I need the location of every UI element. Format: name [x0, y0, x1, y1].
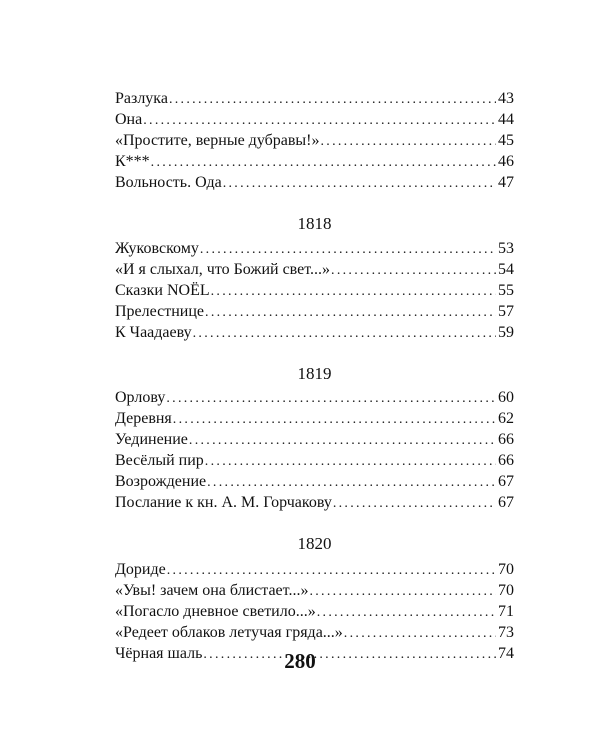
toc-section-1817	[115, 88, 514, 193]
toc-entry-title: Вольность. Ода	[115, 174, 222, 191]
toc-entry-page: 46	[498, 153, 514, 170]
toc-entry	[115, 580, 514, 601]
toc-entry	[115, 450, 514, 471]
toc-entry-title: Она	[115, 111, 143, 128]
toc-entry-title: Возрождение	[115, 473, 207, 490]
page-number: 280	[284, 649, 316, 673]
toc-entry-title: Послание к кн. А. М. Горчакову	[115, 494, 332, 511]
toc-entry-title: «Редеет облаков летучая гряда...»	[115, 624, 343, 641]
dot-leader	[173, 409, 496, 430]
toc-entry-title: «Погасло дневное светило...»	[115, 603, 316, 620]
toc-entry	[115, 622, 514, 643]
toc-section-1818	[115, 213, 514, 343]
toc-entry-title: К***	[115, 153, 150, 170]
table-of-contents	[115, 88, 514, 664]
toc-entry-page: 47	[498, 174, 514, 191]
dot-leader	[193, 323, 496, 344]
toc-entry	[115, 322, 514, 343]
toc-entry	[115, 408, 514, 429]
toc-entry-page: 53	[498, 240, 514, 257]
toc-entry-page: 54	[498, 261, 514, 278]
toc-entry	[115, 238, 514, 259]
dot-leader	[189, 430, 496, 451]
toc-entry-title: К Чаадаеву	[115, 324, 192, 341]
toc-entry	[115, 259, 514, 280]
toc-entry-page: 60	[498, 389, 514, 406]
section-year-heading: 1820	[297, 534, 332, 553]
toc-entry-title: Разлука	[115, 90, 168, 107]
toc-entry-title: Жуковскому	[115, 240, 199, 257]
toc-entry-title: Весёлый пир	[115, 452, 204, 469]
toc-entry-title: Сказки NOЁL	[115, 282, 210, 299]
toc-entry-page: 62	[498, 410, 514, 427]
toc-entry-title: Чёрная шаль	[115, 645, 203, 662]
toc-entry	[115, 151, 514, 172]
dot-leader	[317, 602, 496, 623]
toc-entry-page: 70	[498, 582, 514, 599]
toc-entry	[115, 280, 514, 301]
toc-entry	[115, 387, 514, 408]
toc-entry	[115, 492, 514, 513]
toc-entry-page: 43	[498, 90, 514, 107]
dot-leader	[205, 451, 496, 472]
toc-entry-title: Орлову	[115, 389, 166, 406]
section-year-heading: 1818	[297, 214, 332, 233]
toc-entry	[115, 88, 514, 109]
toc-entry	[115, 429, 514, 450]
dot-leader	[167, 560, 496, 581]
toc-entry-title: Дориде	[115, 561, 166, 578]
dot-leader	[151, 152, 496, 173]
toc-entry-page: 67	[498, 494, 514, 511]
toc-entry-title: Прелестнице	[115, 303, 205, 320]
dot-leader	[309, 581, 496, 602]
toc-entry-page: 74	[498, 645, 514, 662]
toc-entry	[115, 559, 514, 580]
toc-entry	[115, 130, 514, 151]
toc-entry-title: Уединение	[115, 431, 188, 448]
toc-entry-title: Деревня	[115, 410, 172, 427]
toc-entry-page: 45	[498, 132, 514, 149]
toc-entry-page: 44	[498, 111, 514, 128]
toc-entry-page: 66	[498, 452, 514, 469]
toc-entry-title: «Увы! зачем она блистает...»	[115, 582, 309, 599]
toc-entry-page: 55	[498, 282, 514, 299]
dot-leader	[344, 623, 496, 644]
toc-entry	[115, 172, 514, 193]
dot-leader	[205, 302, 496, 323]
dot-leader	[143, 110, 496, 131]
toc-entry-page: 71	[498, 603, 514, 620]
toc-entry-page: 57	[498, 303, 514, 320]
toc-entry-page: 66	[498, 431, 514, 448]
dot-leader	[223, 173, 496, 194]
toc-section-1819	[115, 363, 514, 513]
dot-leader	[331, 260, 496, 281]
toc-entry	[115, 471, 514, 492]
toc-entry-title: «Простите, верные дубравы!»	[115, 132, 320, 149]
dot-leader	[166, 388, 496, 409]
toc-entry-page: 59	[498, 324, 514, 341]
toc-entry-page: 67	[498, 473, 514, 490]
toc-section-1820	[115, 533, 514, 664]
toc-entry-page: 73	[498, 624, 514, 641]
dot-leader	[211, 281, 496, 302]
toc-entry-title: «И я слыхал, что Божий свет...»	[115, 261, 331, 278]
dot-leader	[169, 89, 496, 110]
dot-leader	[200, 239, 496, 260]
section-year-heading: 1819	[297, 364, 332, 383]
dot-leader	[320, 131, 496, 152]
toc-entry-page: 70	[498, 561, 514, 578]
dot-leader	[207, 472, 496, 493]
toc-entry	[115, 301, 514, 322]
toc-entry	[115, 601, 514, 622]
toc-entry	[115, 109, 514, 130]
dot-leader	[333, 493, 496, 514]
